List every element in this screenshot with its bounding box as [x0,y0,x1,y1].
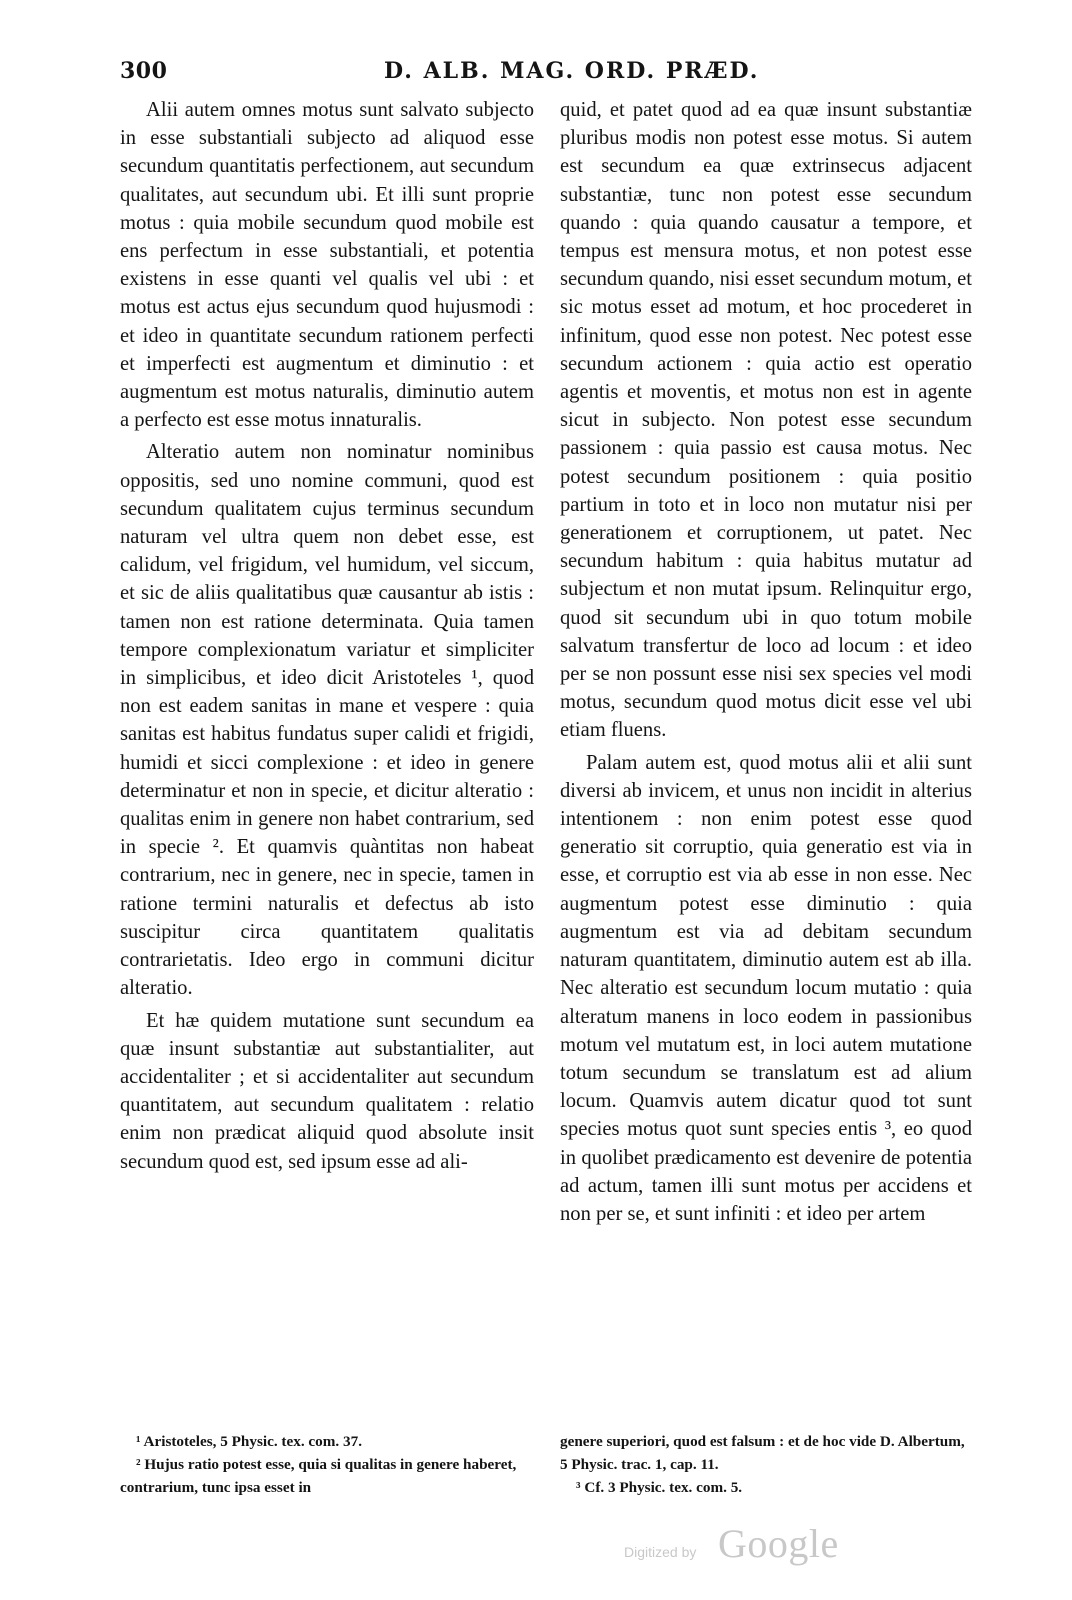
right-paragraph-1: quid, et patet quod ad ea quæ insunt substantiæ pluribus modis non potest esse motus. Si autem est secundum ea quæ extrinsecus adjacent substantiæ, tunc non potest esse secundum quando : quia quando causatur a tempore, et tempus est mensura motus, et non potest esse secundum quando, nisi esset secundum motum, et sic motus esset ad motum, et hoc procederet in infinitum, quod esse non potest. Nec potest esse secundum actionem : quia actio est operatio agentis et moventis, et motus non est in agente sicut in subjecto. Non potest esse secundum passionem : quia passio est causa motus. Nec potest secundum positionem : quia positio partium in toto et in loco non mutatur nisi per generationem et corruptionem, ut patet. Nec secundum habitum : quia habitus mutatur ad subjectum et non mutat ipsum. Relinquitur ergo, quod sit secundum ubi in quo totum mobile salvatum transfertur de loco ad locum : et ideo per se non possunt esse nisi sex species vel modi motus, secundum quod motus dicit esse vel ubi etiam fluens. [560,99,972,742]
left-column [120,96,534,1180]
digitized-watermark [624,1520,844,1570]
watermark-prefix: Digitized by [624,1544,697,1560]
footnote-2-continued: genere superiori, quod est falsum : et de hoc vide D. Albertum, 5 Physic. trac. 1, cap. 11. [560,1433,965,1473]
left-paragraph-1: Alii autem omnes motus sunt salvato subjecto in esse substantiali subjecto ad aliquod esse secundum quantitatis perfectionem, aut secundum qualitates, aut secundum ubi. Et illi sunt proprie motus : quia mobile secundum quod mobile est ens perfectum in esse substantiali, et potentia existens in esse quanti vel qualis vel ubi : et motus est actus ejus secundum quod hujusmodi : et ideo in quantitate secundum rationem perfecti et imperfecti est augmentum et diminutio : et augmentum est motus naturalis, diminutio autem a perfecto est esse motus innaturalis. [120,99,534,432]
footnote-1: ¹ Aristoteles, 5 Physic. tex. com. 37. [136,1433,362,1450]
right-paragraph-2: Palam autem est, quod motus alii et alii sunt diversi ab invicem, et unus non incidit in alterius intentionem : non enim potest esse quod generatio sit corruptio, quia generatio est via in esse, et corruptio est via ab esse in non esse. Nec augmentum potest esse diminutio : quia augmentum est via ad debitam secundum naturam quantitatem, diminutio autem est ab illa. Nec alteratio est secundum locum mutatio : quia alteratum manens in loco eodem in passionibus motum vel mutatum est, in loci autem mutatione totum secundum se translatum est ad alium locum. Quamvis autem dicatur quod tot sunt species motus quot sunt species entis ³, eo quod in quolibet prædicamento est devenire de potentia ad actum, tamen illi sunt motus per accidens et non per se, et sunt infiniti : et ideo per artem [560,751,972,1225]
footnote-3: ³ Cf. 3 Physic. tex. com. 5. [576,1479,743,1496]
running-head: D. ALB. MAG. ORD. PRÆD. [384,58,760,84]
right-column [560,96,972,1232]
page-header [120,52,952,92]
footnote-2: ² Hujus ratio potest esse, quia si qualitas in genere haberet, contrarium, tunc ipsa esset in [120,1456,517,1496]
footnotes-right [560,1430,972,1499]
left-paragraph-2: Alteratio autem non nominatur nominibus oppositis, sed uno nomine communi, quod est secundum qualitatem cujus terminus secundum naturam vel ultra quem non debet esse, est calidum, vel frigidum, vel humidum, vel siccum, et sic de aliis qualitatibus quæ causantur ab istis : tamen non est ratione determinata. Quia tamen tempore complexionatum variatur et simpliciter in simplicibus, et ideo dicit Aristoteles ¹, quod non est eadem sanitas in mane et vespere : quia sanitas est habitus fundatus super calidi et frigidi, humidi et sicci complexione : et ideo in genere determinatur et non in specie, et dicitur alteratio : qualitas enim in genere non habet contrarium, sed in specie ². Et quamvis quàntitas non habeat contrarium, nec in genere, nec in specie, tamen in ratione termini naturalis et defectus ab isto suscipitur circa quantitatem qualitatis contrarietatis. Ideo ergo in communi dicitur alteratio. [120,441,534,1000]
footnotes-left [120,1430,536,1499]
left-paragraph-3: Et hæ quidem mutatione sunt secundum ea quæ insunt substantiæ aut substantialiter, aut accidentaliter ; et si accidentaliter aut secundum quantitatem, aut secundum qualitatem : relatio enim non prædicat aliquid quod absolute insit secundum quod est, sed ipsum esse ad ali- [120,1009,534,1173]
google-logo: Google [718,1521,839,1566]
page-number: 300 [120,58,168,84]
